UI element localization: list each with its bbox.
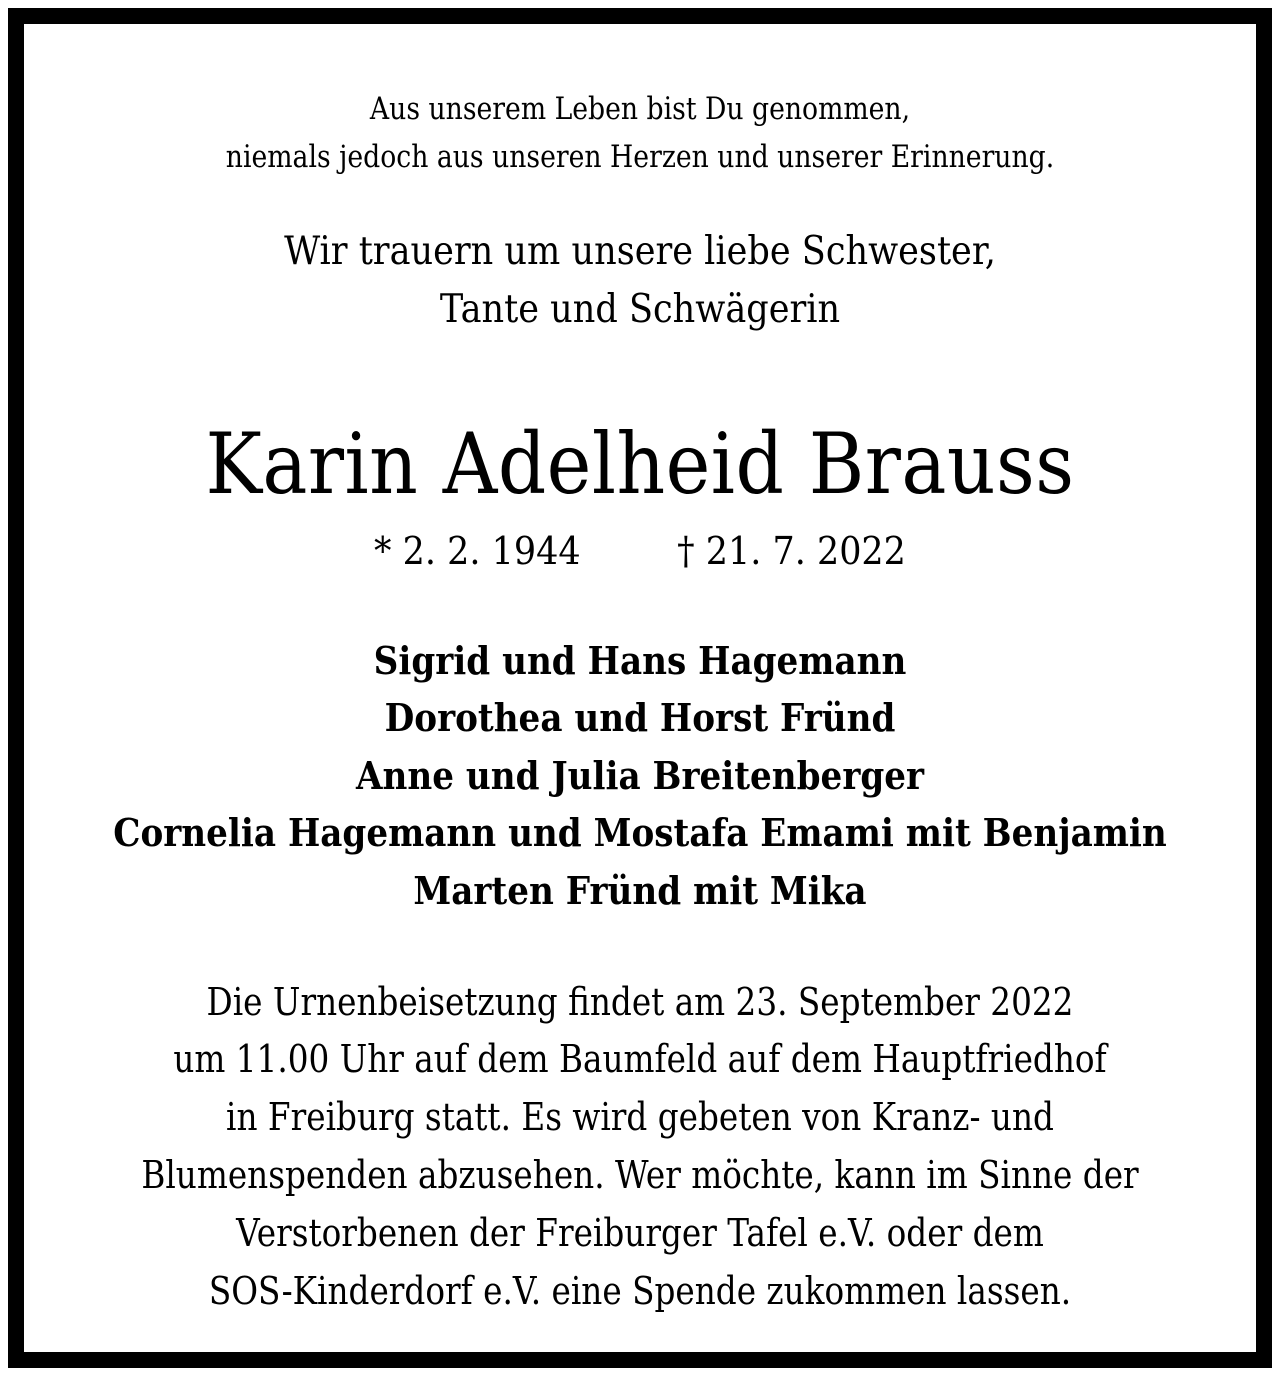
notice-line: Die Urnenbeisetzung findet am 23. September 2022	[206, 980, 1074, 1024]
motto-line: niemals jedoch aus unseren Herzen und unserer Erinnerung.	[225, 139, 1055, 175]
mourner-line: Sigrid und Hans Hagemann	[373, 638, 907, 683]
notice-line: um 11.00 Uhr auf dem Baumfeld auf dem Hauptfriedhof	[173, 1037, 1107, 1081]
notice-line: Blumenspenden abzusehen. Wer möchte, kann im Sinne der	[141, 1153, 1139, 1197]
motto-line: Aus unserem Leben bist Du genommen,	[369, 91, 911, 127]
notice-line: SOS-Kinderdorf e.V. eine Spende zukommen lassen.	[208, 1269, 1072, 1313]
intro-line: Wir trauern um unsere liebe Schwester,	[284, 229, 996, 274]
mourner-line: Anne und Julia Breitenberger	[355, 753, 925, 798]
death-date: † 21. 7. 2022	[677, 529, 906, 573]
notice-line: in Freiburg statt. Es wird gebeten von Kranz- und	[226, 1095, 1054, 1139]
mourner-line: Marten Fründ mit Mika	[413, 868, 867, 913]
intro-line: Tante und Schwägerin	[439, 287, 841, 332]
life-dates	[73, 529, 1206, 573]
notice-line: Verstorbenen der Freiburger Tafel e.V. oder dem	[236, 1211, 1044, 1255]
mourner-line: Dorothea und Horst Fründ	[384, 695, 896, 740]
birth-date: * 2. 2. 1944	[374, 529, 581, 573]
mourner-line: Cornelia Hagemann und Mostafa Emami mit Benjamin	[113, 810, 1167, 855]
deceased-name: Karin Adelheid Brauss	[205, 415, 1075, 513]
obituary-frame	[8, 8, 1272, 1368]
